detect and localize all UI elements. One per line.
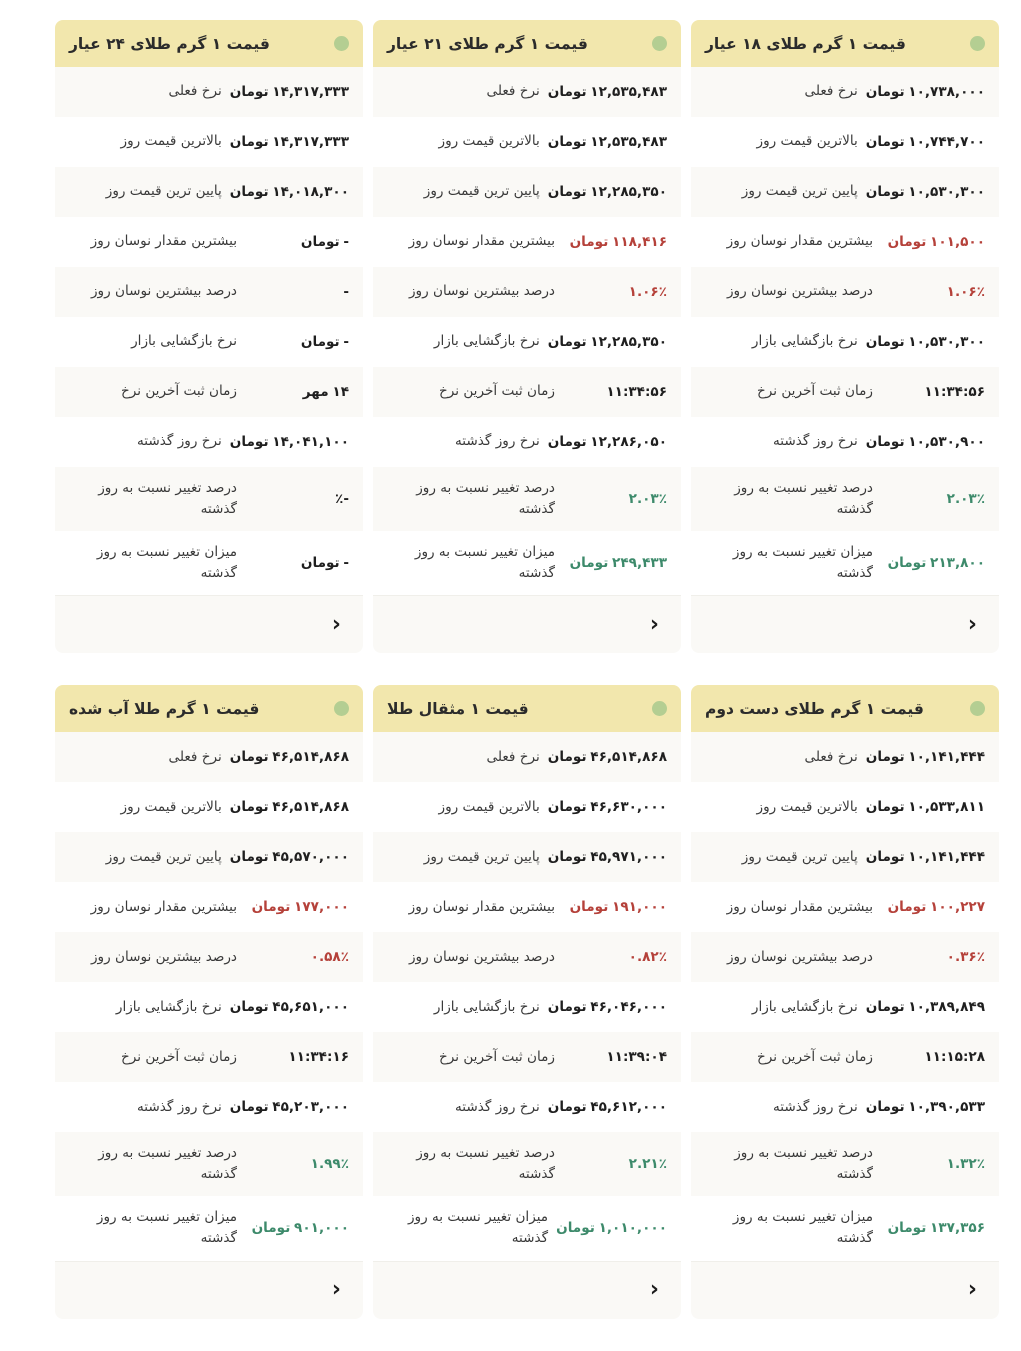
card-footer[interactable] (55, 1261, 363, 1319)
row-value: ۴۵,۶۵۱,۰۰۰ تومان (229, 999, 349, 1016)
chevron-left-icon[interactable]: ‹ (331, 1277, 341, 1302)
row-value: ۱.۳۲٪ (946, 1156, 985, 1173)
row-value: ۱۰,۱۴۱,۴۴۴ تومان (865, 749, 985, 766)
row-label: میزان تغییر نسبت به روز گذشته (96, 1209, 237, 1247)
price-row (691, 531, 999, 595)
row-label: درصد بیشترین نوسان روز (408, 948, 555, 965)
row-value: - تومان (300, 554, 349, 571)
row-value: ۴۶,۶۳۰,۰۰۰ تومان (547, 799, 667, 816)
row-label: زمان ثبت آخرین نرخ (756, 1048, 873, 1065)
row-value: ۲.۰۳٪ (946, 490, 985, 507)
row-label: نرخ روز گذشته (137, 433, 222, 450)
row-value: ۴۶,۰۴۶,۰۰۰ تومان (547, 999, 667, 1016)
row-label: میزان تغییر نسبت به روز گذشته (96, 544, 237, 582)
row-value: ۰.۵۸٪ (310, 949, 349, 966)
price-row (691, 417, 999, 467)
row-label: درصد تغییر نسبت به روز گذشته (734, 480, 873, 518)
row-value: ۰.۳۶٪ (946, 949, 985, 966)
price-row (691, 1196, 999, 1260)
price-card-gold-melted (55, 685, 363, 1318)
row-label: نرخ روز گذشته (773, 433, 858, 450)
price-row (55, 317, 363, 367)
row-value: ۱۴,۰۱۸,۳۰۰ تومان (229, 183, 349, 200)
price-card-gold-24k (55, 20, 363, 653)
price-row (691, 1032, 999, 1082)
price-row (373, 832, 681, 882)
row-value: - تومان (300, 333, 349, 350)
row-label: درصد بیشترین نوسان روز (726, 283, 873, 300)
row-label: میزان تغییر نسبت به روز گذشته (414, 544, 555, 582)
row-value: ۴۵,۹۷۱,۰۰۰ تومان (547, 849, 667, 866)
row-value: ۱۱:۳۴:۱۶ (288, 1049, 349, 1066)
row-label: درصد تغییر نسبت به روز گذشته (416, 1145, 555, 1183)
price-row (691, 117, 999, 167)
price-row (55, 367, 363, 417)
price-row (373, 317, 681, 367)
price-row (55, 217, 363, 267)
price-row (55, 1032, 363, 1082)
price-row (691, 167, 999, 217)
row-label: نرخ فعلی (804, 83, 858, 100)
row-label: بالاترین قیمت روز (120, 133, 222, 150)
chevron-left-icon[interactable]: ‹ (649, 611, 659, 637)
row-value: ۲۴۹,۴۳۳ تومان (569, 554, 667, 571)
card-rows (373, 732, 681, 1260)
price-row (691, 832, 999, 882)
price-row (373, 1196, 681, 1260)
row-label: نرخ روز گذشته (773, 1098, 858, 1115)
row-value: ۴۵,۲۰۳,۰۰۰ تومان (229, 1099, 349, 1116)
row-value: ۱۰,۵۳۰,۹۰۰ تومان (865, 433, 985, 450)
card-footer[interactable] (373, 1261, 681, 1319)
price-row (691, 467, 999, 531)
row-label: میزان تغییر نسبت به روز گذشته (732, 1209, 873, 1247)
row-value: ۴۶,۵۱۴,۸۶۸ تومان (229, 799, 349, 816)
row-value: ۰.۸۲٪ (628, 949, 667, 966)
price-row (373, 1032, 681, 1082)
row-label: پایین ترین قیمت روز (423, 183, 540, 200)
row-label: درصد بیشترین نوسان روز (90, 948, 237, 965)
status-dot-icon (970, 36, 985, 51)
card-title: قیمت ۱ گرم طلا آب شده (69, 699, 260, 718)
price-row (373, 67, 681, 117)
row-value: ۱۰,۳۹۰,۵۳۳ تومان (865, 1099, 985, 1116)
row-label: نرخ بازگشایی بازار (433, 333, 540, 350)
price-row (55, 531, 363, 595)
row-label: زمان ثبت آخرین نرخ (120, 1048, 237, 1065)
price-card-gold-21k (373, 20, 681, 653)
price-row (691, 882, 999, 932)
row-label: بالاترین قیمت روز (438, 798, 540, 815)
row-value: ۴۵,۵۷۰,۰۰۰ تومان (229, 849, 349, 866)
row-value: ۱۰,۱۴۱,۴۴۴ تومان (865, 849, 985, 866)
card-header-gold-second-hand (691, 685, 999, 732)
row-label: درصد تغییر نسبت به روز گذشته (98, 480, 237, 518)
row-label: بیشترین مقدار نوسان روز (726, 898, 873, 915)
row-label: نرخ فعلی (486, 83, 540, 100)
row-value: ۱۲,۲۸۵,۳۵۰ تومان (547, 183, 667, 200)
row-label: درصد تغییر نسبت به روز گذشته (416, 480, 555, 518)
row-label: درصد بیشترین نوسان روز (90, 283, 237, 300)
row-value: ۱۰,۵۳۳,۸۱۱ تومان (865, 799, 985, 816)
price-row (691, 267, 999, 317)
row-label: بالاترین قیمت روز (438, 133, 540, 150)
card-title: قیمت ۱ گرم طلای ۱۸ عیار (705, 34, 906, 53)
price-row (55, 932, 363, 982)
row-value: ۱۰,۷۴۴,۷۰۰ تومان (865, 133, 985, 150)
row-value: -٪ (335, 490, 349, 507)
price-row (55, 1082, 363, 1132)
card-footer[interactable] (691, 1261, 999, 1319)
row-value: ۱۱:۱۵:۲۸ (924, 1049, 985, 1066)
row-value: ۱۴,۰۴۱,۱۰۰ تومان (229, 433, 349, 450)
price-row (55, 67, 363, 117)
row-label: بیشترین مقدار نوسان روز (408, 233, 555, 250)
price-row (691, 1132, 999, 1196)
row-value: ۲.۲۱٪ (628, 1156, 667, 1173)
price-card-gold-18k (691, 20, 999, 653)
row-value: ۴۶,۵۱۴,۸۶۸ تومان (229, 749, 349, 766)
row-value: ۱۱:۳۴:۵۶ (606, 383, 667, 400)
row-value: ۱۴,۳۱۷,۳۳۳ تومان (229, 83, 349, 100)
row-value: - (343, 283, 349, 300)
price-row (691, 67, 999, 117)
price-row (691, 1082, 999, 1132)
price-row (373, 217, 681, 267)
card-rows (55, 732, 363, 1260)
price-row (373, 417, 681, 467)
price-row (55, 1196, 363, 1260)
row-value: ۱۱:۳۴:۵۶ (924, 383, 985, 400)
row-value: ۱۴,۳۱۷,۳۳۳ تومان (229, 133, 349, 150)
row-label: نرخ بازگشایی بازار (433, 998, 540, 1015)
row-value: ۱.۹۹٪ (310, 1156, 349, 1173)
row-label: میزان تغییر نسبت به روز گذشته (732, 544, 873, 582)
chevron-left-icon[interactable]: ‹ (649, 1277, 659, 1302)
price-row (373, 367, 681, 417)
price-row (373, 531, 681, 595)
row-value: ۱۰۰,۲۲۷ تومان (887, 899, 985, 916)
card-title: قیمت ۱ گرم طلای ۲۱ عیار (387, 34, 588, 53)
row-label: پایین ترین قیمت روز (423, 848, 540, 865)
row-value: - تومان (300, 233, 349, 250)
row-value: ۱۰,۳۸۹,۸۴۹ تومان (865, 999, 985, 1016)
price-row (373, 932, 681, 982)
price-row (373, 117, 681, 167)
row-label: میزان تغییر نسبت به روز گذشته (407, 1209, 549, 1247)
row-value: ۱۲,۵۳۵,۴۸۳ تومان (547, 83, 667, 100)
row-value: ۴۶,۵۱۴,۸۶۸ تومان (547, 749, 667, 766)
row-value: ۱۳۷,۳۵۶ تومان (887, 1220, 985, 1237)
price-row (55, 167, 363, 217)
row-value: ۱,۰۱۰,۰۰۰ تومان (556, 1220, 667, 1237)
price-row (373, 882, 681, 932)
row-label: نرخ فعلی (168, 748, 222, 765)
price-row (373, 1132, 681, 1196)
price-row (691, 732, 999, 782)
row-label: زمان ثبت آخرین نرخ (756, 383, 873, 400)
row-label: نرخ فعلی (168, 83, 222, 100)
row-label: درصد بیشترین نوسان روز (726, 948, 873, 965)
row-label: بیشترین مقدار نوسان روز (726, 233, 873, 250)
row-label: نرخ روز گذشته (455, 1098, 540, 1115)
price-row (55, 117, 363, 167)
card-title: قیمت ۱ گرم طلای ۲۴ عیار (69, 34, 270, 53)
price-row (691, 982, 999, 1032)
price-row (373, 1082, 681, 1132)
price-row (373, 732, 681, 782)
card-rows (691, 732, 999, 1260)
card-footer[interactable] (373, 595, 681, 653)
price-card-gold-mesghal (373, 685, 681, 1318)
row-label: پایین ترین قیمت روز (741, 183, 858, 200)
row-label: نرخ فعلی (804, 748, 858, 765)
row-label: بالاترین قیمت روز (756, 133, 858, 150)
row-label: نرخ بازگشایی بازار (751, 998, 858, 1015)
row-label: نرخ فعلی (486, 748, 540, 765)
price-row (691, 367, 999, 417)
row-value: ۱۰,۵۳۰,۳۰۰ تومان (865, 183, 985, 200)
price-row (55, 882, 363, 932)
row-value: ۱۲,۵۳۵,۴۸۳ تومان (547, 133, 667, 150)
price-row (691, 317, 999, 367)
row-value: ۱۲,۲۸۶,۰۵۰ تومان (547, 433, 667, 450)
row-label: پایین ترین قیمت روز (741, 848, 858, 865)
row-label: بیشترین مقدار نوسان روز (90, 898, 237, 915)
price-row (691, 932, 999, 982)
price-row (55, 1132, 363, 1196)
row-label: پایین ترین قیمت روز (105, 848, 222, 865)
row-label: بیشترین مقدار نوسان روز (90, 233, 237, 250)
row-label: زمان ثبت آخرین نرخ (438, 1048, 555, 1065)
card-header-gold-18k (691, 20, 999, 67)
row-value: ۱۰۱,۵۰۰ تومان (887, 233, 985, 250)
status-dot-icon (652, 701, 667, 716)
price-row (55, 832, 363, 882)
card-header-gold-mesghal (373, 685, 681, 732)
price-row (55, 267, 363, 317)
price-row (691, 217, 999, 267)
row-value: ۱۱:۳۹:۰۴ (606, 1049, 667, 1066)
row-value: ۱.۰۶٪ (628, 283, 667, 300)
row-value: ۹۰۱,۰۰۰ تومان (251, 1220, 349, 1237)
card-title: قیمت ۱ مثقال طلا (387, 699, 529, 718)
row-label: زمان ثبت آخرین نرخ (438, 383, 555, 400)
price-row (55, 982, 363, 1032)
row-value: ۱۱۸,۴۱۶ تومان (569, 233, 667, 250)
row-value: ۱۰,۵۳۰,۳۰۰ تومان (865, 333, 985, 350)
row-label: نرخ روز گذشته (137, 1098, 222, 1115)
row-label: بالاترین قیمت روز (756, 798, 858, 815)
price-row (55, 782, 363, 832)
card-header-gold-24k (55, 20, 363, 67)
row-label: بیشترین مقدار نوسان روز (408, 898, 555, 915)
row-value: ۴۵,۶۱۲,۰۰۰ تومان (547, 1099, 667, 1116)
status-dot-icon (970, 701, 985, 716)
row-value: ۱۲,۲۸۵,۳۵۰ تومان (547, 333, 667, 350)
card-rows (55, 67, 363, 595)
row-value: ۲۱۳,۸۰۰ تومان (887, 554, 985, 571)
row-label: نرخ بازگشایی بازار (751, 333, 858, 350)
price-row (373, 167, 681, 217)
card-rows (373, 67, 681, 595)
status-dot-icon (334, 36, 349, 51)
price-row (55, 417, 363, 467)
row-label: درصد تغییر نسبت به روز گذشته (98, 1145, 237, 1183)
card-footer[interactable] (691, 595, 999, 653)
chevron-left-icon[interactable]: ‹ (331, 611, 341, 637)
row-label: نرخ روز گذشته (455, 433, 540, 450)
price-row (55, 732, 363, 782)
row-value: ۱۷۷,۰۰۰ تومان (251, 899, 349, 916)
price-row (373, 467, 681, 531)
row-value: ۲.۰۳٪ (628, 490, 667, 507)
row-label: زمان ثبت آخرین نرخ (120, 383, 237, 400)
price-row (373, 982, 681, 1032)
row-value: ۱.۰۶٪ (946, 283, 985, 300)
row-label: پایین ترین قیمت روز (105, 183, 222, 200)
row-value: ۱۴ مهر (302, 383, 349, 400)
card-header-gold-melted (55, 685, 363, 732)
row-label: نرخ بازگشایی بازار (131, 333, 237, 350)
card-rows (691, 67, 999, 595)
row-value: ۱۰,۷۳۸,۰۰۰ تومان (865, 83, 985, 100)
card-header-gold-21k (373, 20, 681, 67)
status-dot-icon (652, 36, 667, 51)
card-footer[interactable] (55, 595, 363, 653)
chevron-left-icon[interactable]: ‹ (967, 611, 977, 637)
row-value: ۱۹۱,۰۰۰ تومان (569, 899, 667, 916)
row-label: نرخ بازگشایی بازار (115, 998, 222, 1015)
status-dot-icon (334, 701, 349, 716)
chevron-left-icon[interactable]: ‹ (967, 1277, 977, 1302)
price-card-gold-second-hand (691, 685, 999, 1318)
row-label: درصد بیشترین نوسان روز (408, 283, 555, 300)
price-row (691, 782, 999, 832)
price-card-grid (22, 20, 999, 1351)
row-label: بالاترین قیمت روز (120, 798, 222, 815)
price-row (55, 467, 363, 531)
price-row (373, 782, 681, 832)
row-label: درصد تغییر نسبت به روز گذشته (734, 1145, 873, 1183)
card-title: قیمت ۱ گرم طلای دست دوم (705, 699, 924, 718)
price-row (373, 267, 681, 317)
